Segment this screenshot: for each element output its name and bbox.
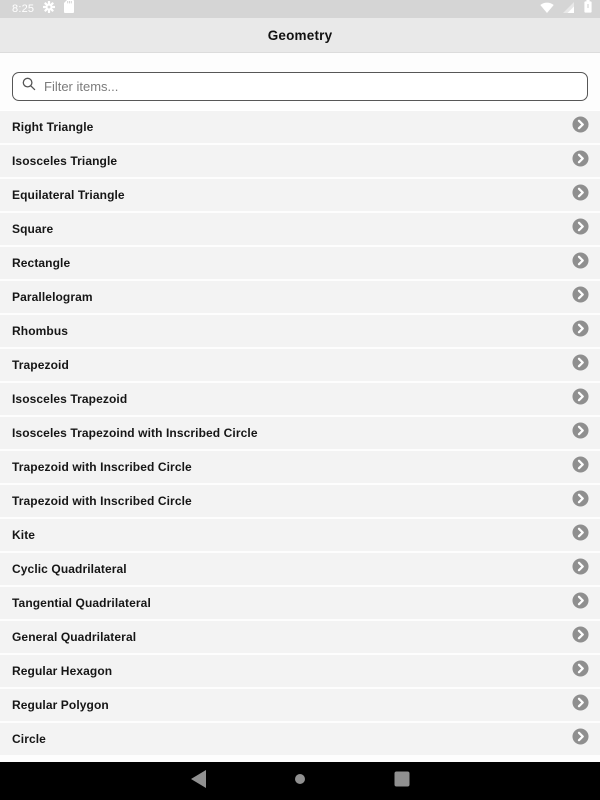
chevron-right-icon: [572, 694, 589, 716]
list-item[interactable]: [0, 145, 600, 179]
list-item-label: Square: [12, 222, 54, 236]
list-item[interactable]: [0, 349, 600, 383]
chevron-right-icon: [572, 354, 589, 376]
list-item[interactable]: [0, 179, 600, 213]
search-box[interactable]: [12, 72, 588, 101]
list-item-label: Tangential Quadrilateral: [12, 596, 151, 610]
list-item[interactable]: [0, 247, 600, 281]
list-item[interactable]: [0, 451, 600, 485]
home-button[interactable]: [280, 762, 320, 800]
list-item-label: Isosceles Trapezoind with Inscribed Circle: [12, 426, 258, 440]
list-item-label: Regular Hexagon: [12, 664, 113, 678]
list-item-label: Trapezoid with Inscribed Circle: [12, 460, 192, 474]
settings-gear-icon: [43, 0, 55, 18]
back-button[interactable]: [178, 762, 218, 800]
list-item-label: Equilateral Triangle: [12, 188, 125, 202]
list-item-label: Trapezoid: [12, 358, 69, 372]
chevron-right-icon: [572, 660, 589, 682]
chevron-right-icon: [572, 218, 589, 240]
list-item-label: General Quadrilateral: [12, 630, 137, 644]
sd-card-icon: [64, 0, 74, 18]
status-bar-left: [12, 0, 74, 18]
cellular-signal-icon: [563, 0, 575, 18]
chevron-right-icon: [572, 626, 589, 648]
status-bar-right: [540, 0, 592, 18]
list-item-label: Circle: [12, 732, 46, 746]
battery-icon: [584, 0, 592, 18]
chevron-right-icon: [572, 456, 589, 478]
list-item-label: Trapezoid with Inscribed Circle: [12, 494, 192, 508]
list-item-label: Isosceles Trapezoid: [12, 392, 128, 406]
wifi-icon: [540, 0, 554, 18]
list-item[interactable]: [0, 281, 600, 315]
list-item[interactable]: [0, 587, 600, 621]
page-title: Geometry: [267, 27, 333, 43]
content: [0, 53, 600, 762]
status-bar: [0, 0, 600, 18]
list-item[interactable]: [0, 417, 600, 451]
chevron-right-icon: [572, 184, 589, 206]
chevron-right-icon: [572, 728, 589, 750]
list-item-label: Rectangle: [12, 256, 71, 270]
chevron-right-icon: [572, 558, 589, 580]
list-item-label: Right Triangle: [12, 120, 94, 134]
list-item-label: Isosceles Triangle: [12, 154, 118, 168]
recents-icon: [394, 771, 410, 792]
chevron-right-icon: [572, 490, 589, 512]
app-bar: [0, 18, 600, 53]
shape-list: [0, 110, 600, 757]
list-item[interactable]: [0, 485, 600, 519]
chevron-right-icon: [572, 286, 589, 308]
status-time: 8:25: [12, 3, 35, 15]
chevron-right-icon: [572, 388, 589, 410]
back-icon: [191, 770, 206, 793]
chevron-right-icon: [572, 320, 589, 342]
list-item-label: Parallelogram: [12, 290, 93, 304]
chevron-right-icon: [572, 252, 589, 274]
navigation-bar: [0, 762, 600, 800]
list-item[interactable]: [0, 621, 600, 655]
chevron-right-icon: [572, 150, 589, 172]
list-item[interactable]: [0, 519, 600, 553]
list-item[interactable]: [0, 383, 600, 417]
list-item[interactable]: [0, 655, 600, 689]
home-icon: [293, 772, 307, 791]
list-item-label: Kite: [12, 528, 36, 542]
list-item[interactable]: [0, 723, 600, 757]
list-item-label: Cyclic Quadrilateral: [12, 562, 127, 576]
list-item[interactable]: [0, 689, 600, 723]
chevron-right-icon: [572, 592, 589, 614]
list-item-label: Regular Polygon: [12, 698, 109, 712]
search-icon: [22, 77, 36, 96]
list-item[interactable]: [0, 111, 600, 145]
chevron-right-icon: [572, 116, 589, 138]
list-item[interactable]: [0, 213, 600, 247]
list-item[interactable]: [0, 315, 600, 349]
chevron-right-icon: [572, 524, 589, 546]
search-input[interactable]: [44, 73, 579, 100]
recents-button[interactable]: [382, 762, 422, 800]
list-item[interactable]: [0, 553, 600, 587]
list-item-label: Rhombus: [12, 324, 69, 338]
chevron-right-icon: [572, 422, 589, 444]
